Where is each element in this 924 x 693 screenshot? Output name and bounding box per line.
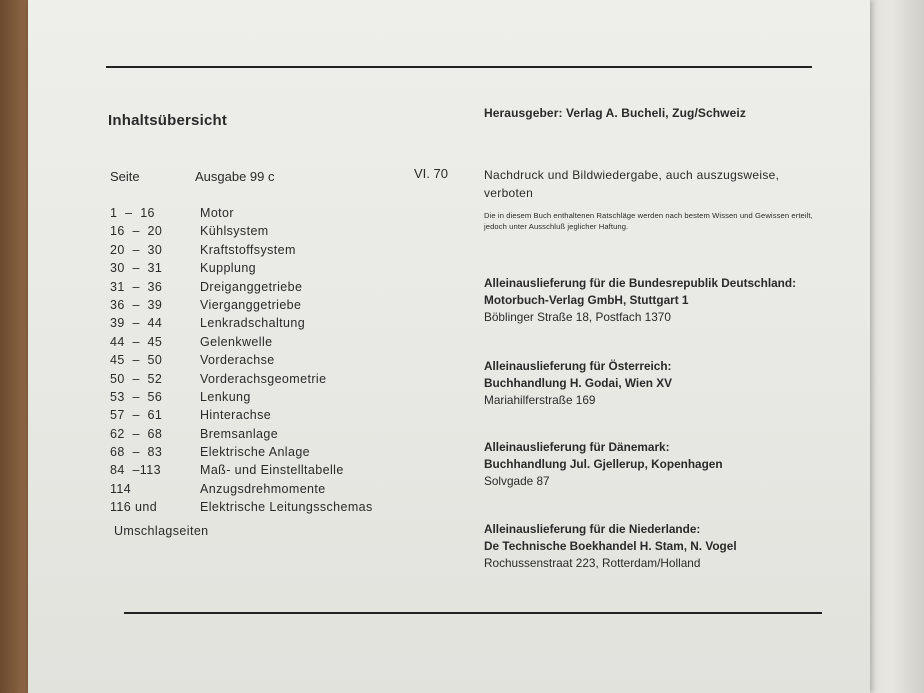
- toc-pages: 16 – 20: [110, 224, 163, 239]
- toc-pages: 57 – 61: [110, 408, 163, 423]
- toc-pages: 68 – 83: [110, 445, 163, 460]
- toc-pages: 44 – 45: [110, 334, 163, 349]
- toc-pages: 30 – 31: [110, 261, 163, 276]
- toc-row: [110, 408, 430, 426]
- toc-list: [110, 206, 430, 519]
- toc-topic: Kühlsystem: [200, 224, 269, 239]
- toc-pages: 36 – 39: [110, 297, 163, 312]
- toc-row: [110, 427, 430, 445]
- toc-topic: Elektrische Anlage: [200, 445, 311, 460]
- distributor-address: Mariahilferstraße 169: [484, 393, 596, 407]
- toc-row: [110, 261, 430, 279]
- toc-row: [110, 280, 430, 298]
- toc-topic: Vierganggetriebe: [200, 297, 302, 312]
- toc-pages: 1 – 16: [110, 206, 155, 220]
- toc-row: [110, 390, 430, 408]
- distributor-netherlands: [484, 521, 824, 572]
- toc-row: [110, 224, 430, 242]
- toc-pages: 62 – 68: [110, 426, 163, 441]
- distributor-address: Solvgade 87: [484, 474, 550, 488]
- toc-row: [110, 298, 430, 316]
- toc-topic: Anzugsdrehmomente: [200, 481, 326, 496]
- toc-row: [110, 316, 430, 334]
- toc-row: [110, 206, 430, 224]
- column-ausgabe: Ausgabe 99 c: [195, 169, 275, 184]
- toc-row: [110, 500, 430, 518]
- toc-pages: 50 – 52: [110, 371, 163, 386]
- page-title: Inhaltsübersicht: [108, 112, 228, 129]
- toc-row: [110, 243, 430, 261]
- distributor-address: Rochussenstraat 223, Rotterdam/Holland: [484, 556, 701, 570]
- distributor-denmark: [484, 439, 824, 490]
- toc-topic: Kupplung: [200, 261, 257, 276]
- distributor-heading: Alleinauslieferung für Dänemark:: [484, 440, 670, 454]
- toc-topic: Lenkradschaltung: [200, 316, 306, 331]
- toc-cover-pages: Umschlagseiten: [114, 524, 209, 538]
- distributor-address: Böblinger Straße 18, Postfach 1370: [484, 310, 671, 324]
- toc-topic: Kraftstoffsystem: [200, 242, 296, 257]
- distributor-publisher: Motorbuch-Verlag GmbH, Stuttgart 1: [484, 293, 689, 307]
- distributor-publisher: Buchhandlung Jul. Gjellerup, Kopenhagen: [484, 457, 723, 471]
- toc-topic: Hinterachse: [200, 408, 272, 423]
- document-page: [28, 0, 870, 693]
- toc-topic: Dreiganggetriebe: [200, 279, 303, 294]
- distributor-publisher: De Technische Boekhandel H. Stam, N. Vogel: [484, 539, 737, 553]
- toc-pages: 20 – 30: [110, 242, 163, 257]
- toc-topic: Motor: [200, 206, 234, 220]
- toc-pages: 53 – 56: [110, 389, 163, 404]
- toc-row: [110, 445, 430, 463]
- toc-row: [110, 335, 430, 353]
- column-date: VI. 70: [414, 166, 448, 181]
- toc-row: [110, 482, 430, 500]
- toc-row: [110, 372, 430, 390]
- distributor-heading: Alleinauslieferung für die Bundesrepublik Deutschland:: [484, 276, 797, 290]
- top-rule: [106, 66, 812, 68]
- toc-topic: Vorderachsgeometrie: [200, 371, 327, 386]
- toc-pages: 116 und: [110, 500, 158, 515]
- column-seite: Seite: [110, 169, 140, 184]
- liability-disclaimer: Die in diesem Buch enthaltenen Ratschläge werden nach bestem Wissen und Gewissen erteilt, jedoch unter Ausschluß jeglicher Haftung.: [484, 211, 813, 231]
- toc-topic: Vorderachse: [200, 353, 275, 368]
- toc-row: [110, 353, 430, 371]
- toc-topic: Elektrische Leitungsschemas: [200, 500, 373, 515]
- distributor-germany: [484, 275, 824, 326]
- reprint-notice: Nachdruck und Bildwiedergabe, auch auszugsweise, verboten: [484, 168, 780, 200]
- toc-pages: 31 – 36: [110, 279, 163, 294]
- toc-pages: 84 –113: [110, 463, 161, 478]
- distributor-heading: Alleinauslieferung für die Niederlande:: [484, 522, 701, 536]
- toc-topic: Maß- und Einstelltabelle: [200, 463, 344, 478]
- toc-topic: Bremsanlage: [200, 426, 279, 441]
- publisher-line: Herausgeber: Verlag A. Bucheli, Zug/Schweiz: [484, 106, 746, 120]
- bottom-rule: [124, 612, 822, 614]
- toc-topic: Lenkung: [200, 389, 251, 404]
- distributor-publisher: Buchhandlung H. Godai, Wien XV: [484, 376, 672, 390]
- toc-pages: 114: [110, 481, 132, 496]
- toc-pages: 39 – 44: [110, 316, 163, 331]
- toc-pages: 45 – 50: [110, 353, 163, 368]
- distributor-heading: Alleinauslieferung für Österreich:: [484, 359, 672, 373]
- distributor-austria: [484, 358, 824, 409]
- toc-row: [110, 463, 430, 481]
- toc-topic: Gelenkwelle: [200, 334, 273, 349]
